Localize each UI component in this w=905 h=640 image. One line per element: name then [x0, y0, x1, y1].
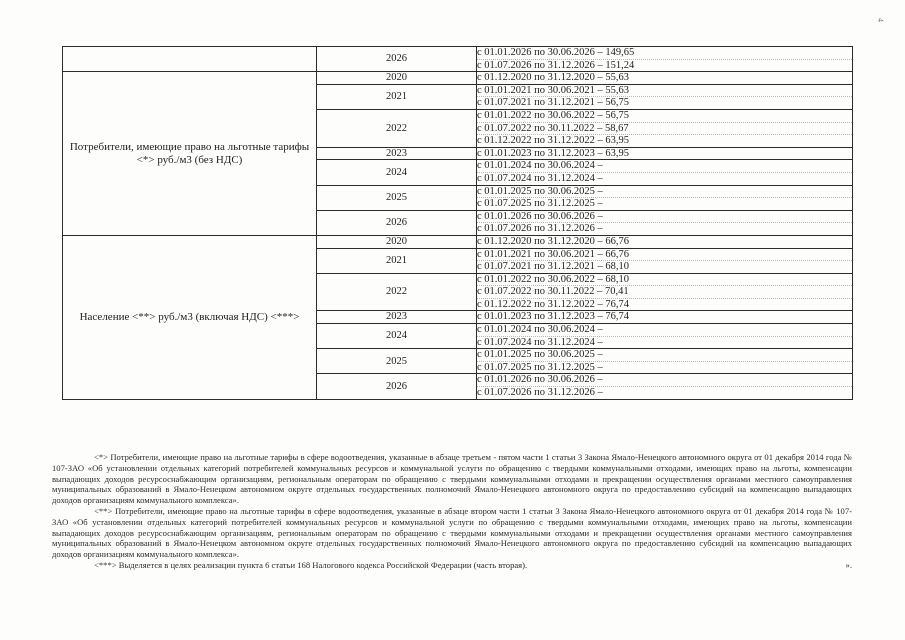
period-line: с 01.07.2022 по 30.11.2022 – 70,41 [477, 286, 852, 299]
period-cell [477, 147, 853, 160]
period-line: с 01.01.2023 по 31.12.2023 – 76,74 [477, 311, 630, 323]
table-row [63, 235, 853, 248]
year-cell: 2020 [317, 72, 477, 85]
year-cell: 2026 [317, 47, 477, 72]
period-line: с 01.07.2026 по 31.12.2026 – [477, 223, 603, 235]
period-line: с 01.01.2026 по 30.06.2026 – 149,65 [477, 47, 852, 60]
period-cell [477, 374, 853, 399]
period-cell [477, 160, 853, 185]
year-cell: 2026 [317, 210, 477, 235]
period-cell [477, 47, 853, 72]
period-line: с 01.01.2022 по 30.06.2022 – 56,75 [477, 110, 852, 123]
period-cell [477, 324, 853, 349]
period-line: с 01.07.2026 по 31.12.2026 – 151,24 [477, 59, 635, 71]
period-line: с 01.01.2024 по 30.06.2024 – [477, 324, 852, 337]
period-line: с 01.01.2021 по 30.06.2021 – 55,63 [477, 85, 852, 98]
period-cell [477, 84, 853, 109]
period-cell [477, 349, 853, 374]
category-cell: Потребители, имеющие право на льготные тарифы <*> руб./м3 (без НДС) [63, 72, 317, 236]
period-line: с 01.01.2021 по 30.06.2021 – 66,76 [477, 249, 852, 262]
footnote-3 [52, 560, 852, 571]
margin-mark: 4 [876, 18, 885, 22]
period-cell [477, 235, 853, 248]
table-row [63, 47, 853, 72]
year-cell: 2021 [317, 84, 477, 109]
year-cell: 2026 [317, 374, 477, 399]
year-cell: 2023 [317, 147, 477, 160]
period-line: с 01.01.2025 по 30.06.2025 – [477, 186, 852, 199]
year-cell: 2021 [317, 248, 477, 273]
period-line: с 01.07.2024 по 31.12.2024 – [477, 172, 603, 184]
category-cell [63, 47, 317, 72]
period-cell [477, 210, 853, 235]
period-line: с 01.01.2026 по 30.06.2026 – [477, 211, 852, 224]
period-cell [477, 109, 853, 147]
period-line: с 01.01.2023 по 31.12.2023 – 63,95 [477, 147, 630, 159]
period-line: с 01.12.2022 по 31.12.2022 – 63,95 [477, 135, 630, 147]
footnotes [52, 452, 852, 571]
closing-quote-mark: ». [845, 559, 852, 570]
period-line: с 01.01.2025 по 30.06.2025 – [477, 349, 852, 362]
year-cell: 2023 [317, 311, 477, 324]
year-cell: 2024 [317, 160, 477, 185]
tariff-table [62, 46, 853, 400]
year-cell: 2022 [317, 109, 477, 147]
year-cell: 2020 [317, 235, 477, 248]
period-line: с 01.07.2022 по 30.11.2022 – 58,67 [477, 123, 852, 136]
table-row [63, 72, 853, 85]
period-cell [477, 72, 853, 85]
year-cell: 2025 [317, 185, 477, 210]
period-line: с 01.07.2025 по 31.12.2025 – [477, 198, 603, 210]
period-line: с 01.12.2020 по 31.12.2020 – 66,76 [477, 235, 630, 247]
year-cell: 2022 [317, 273, 477, 311]
period-line: с 01.12.2020 по 31.12.2020 – 55,63 [477, 72, 630, 84]
period-line: с 01.01.2026 по 30.06.2026 – [477, 374, 852, 387]
period-line: с 01.07.2021 по 31.12.2021 – 56,75 [477, 97, 630, 109]
footnote-2: <**> Потребители, имеющие право на льготные тарифы в сфере водоотведения, указанные в абзаце втором части 1 статьи 3 Закона Ямало-Ненецкого автономного округа от 01 декабря 2014 года № 107-ЗАО «Об установлении отдельных категорий потребителей коммунальных ресурсов и коммунальной услуги по обращению с твердыми коммунальными отходами, имеющих право на льготы, компенсации выпадающих доходов ресурсоснабжающим организациям, региональным операторам по обращению с твердыми коммунальными отходами и прекращении осуществления органами местного самоуправления муниципальных образований в Ямало-Ненецком автономном округе отдельных государственных полномочий Ямало-Ненецкого автономного округа по предоставлению субсидий на компенсацию выпадающих доходов организациям коммунального комплекса». [52, 505, 852, 560]
period-line: с 01.07.2024 по 31.12.2024 – [477, 336, 603, 348]
period-cell [477, 185, 853, 210]
period-cell [477, 273, 853, 311]
period-line: с 01.12.2022 по 31.12.2022 – 76,74 [477, 298, 630, 310]
period-line: с 01.01.2022 по 30.06.2022 – 68,10 [477, 274, 852, 287]
footnote-3-text: <***> Выделяется в целях реализации пункта 6 статьи 168 Налогового кодекса Российской Федерации (часть вторая). [94, 559, 528, 570]
period-cell [477, 311, 853, 324]
period-line: с 01.07.2021 по 31.12.2021 – 68,10 [477, 261, 630, 273]
period-line: с 01.01.2024 по 30.06.2024 – [477, 160, 852, 173]
period-cell [477, 248, 853, 273]
year-cell: 2024 [317, 324, 477, 349]
year-cell: 2025 [317, 349, 477, 374]
period-line: с 01.07.2026 по 31.12.2026 – [477, 387, 603, 399]
period-line: с 01.07.2025 по 31.12.2025 – [477, 361, 603, 373]
footnote-1: <*> Потребители, имеющие право на льготные тарифы в сфере водоотведения, указанные в абзаце третьем - пятом части 1 статьи 3 Закона Ямало-Ненецкого автономного округа от 01 декабря 2014 года № 107-ЗАО «Об установлении отдельных категорий потребителей коммунальных ресурсов и коммунальной услуги по обращению с твердыми коммунальными отходами, имеющих право на льготы, компенсации выпадающих доходов ресурсоснабжающим организациям, региональным операторам по обращению с твердыми коммунальными отходами и прекращении осуществления органами местного самоуправления муниципальных образований в Ямало-Ненецком автономном округе отдельных государственных полномочий Ямало-Ненецкого автономного округа по предоставлению субсидий на компенсацию выпадающих доходов организациям коммунального комплекса». [52, 452, 852, 506]
tariff-table-body [63, 47, 853, 400]
category-cell: Население <**> руб./м3 (включая НДС) <***> [63, 235, 317, 399]
